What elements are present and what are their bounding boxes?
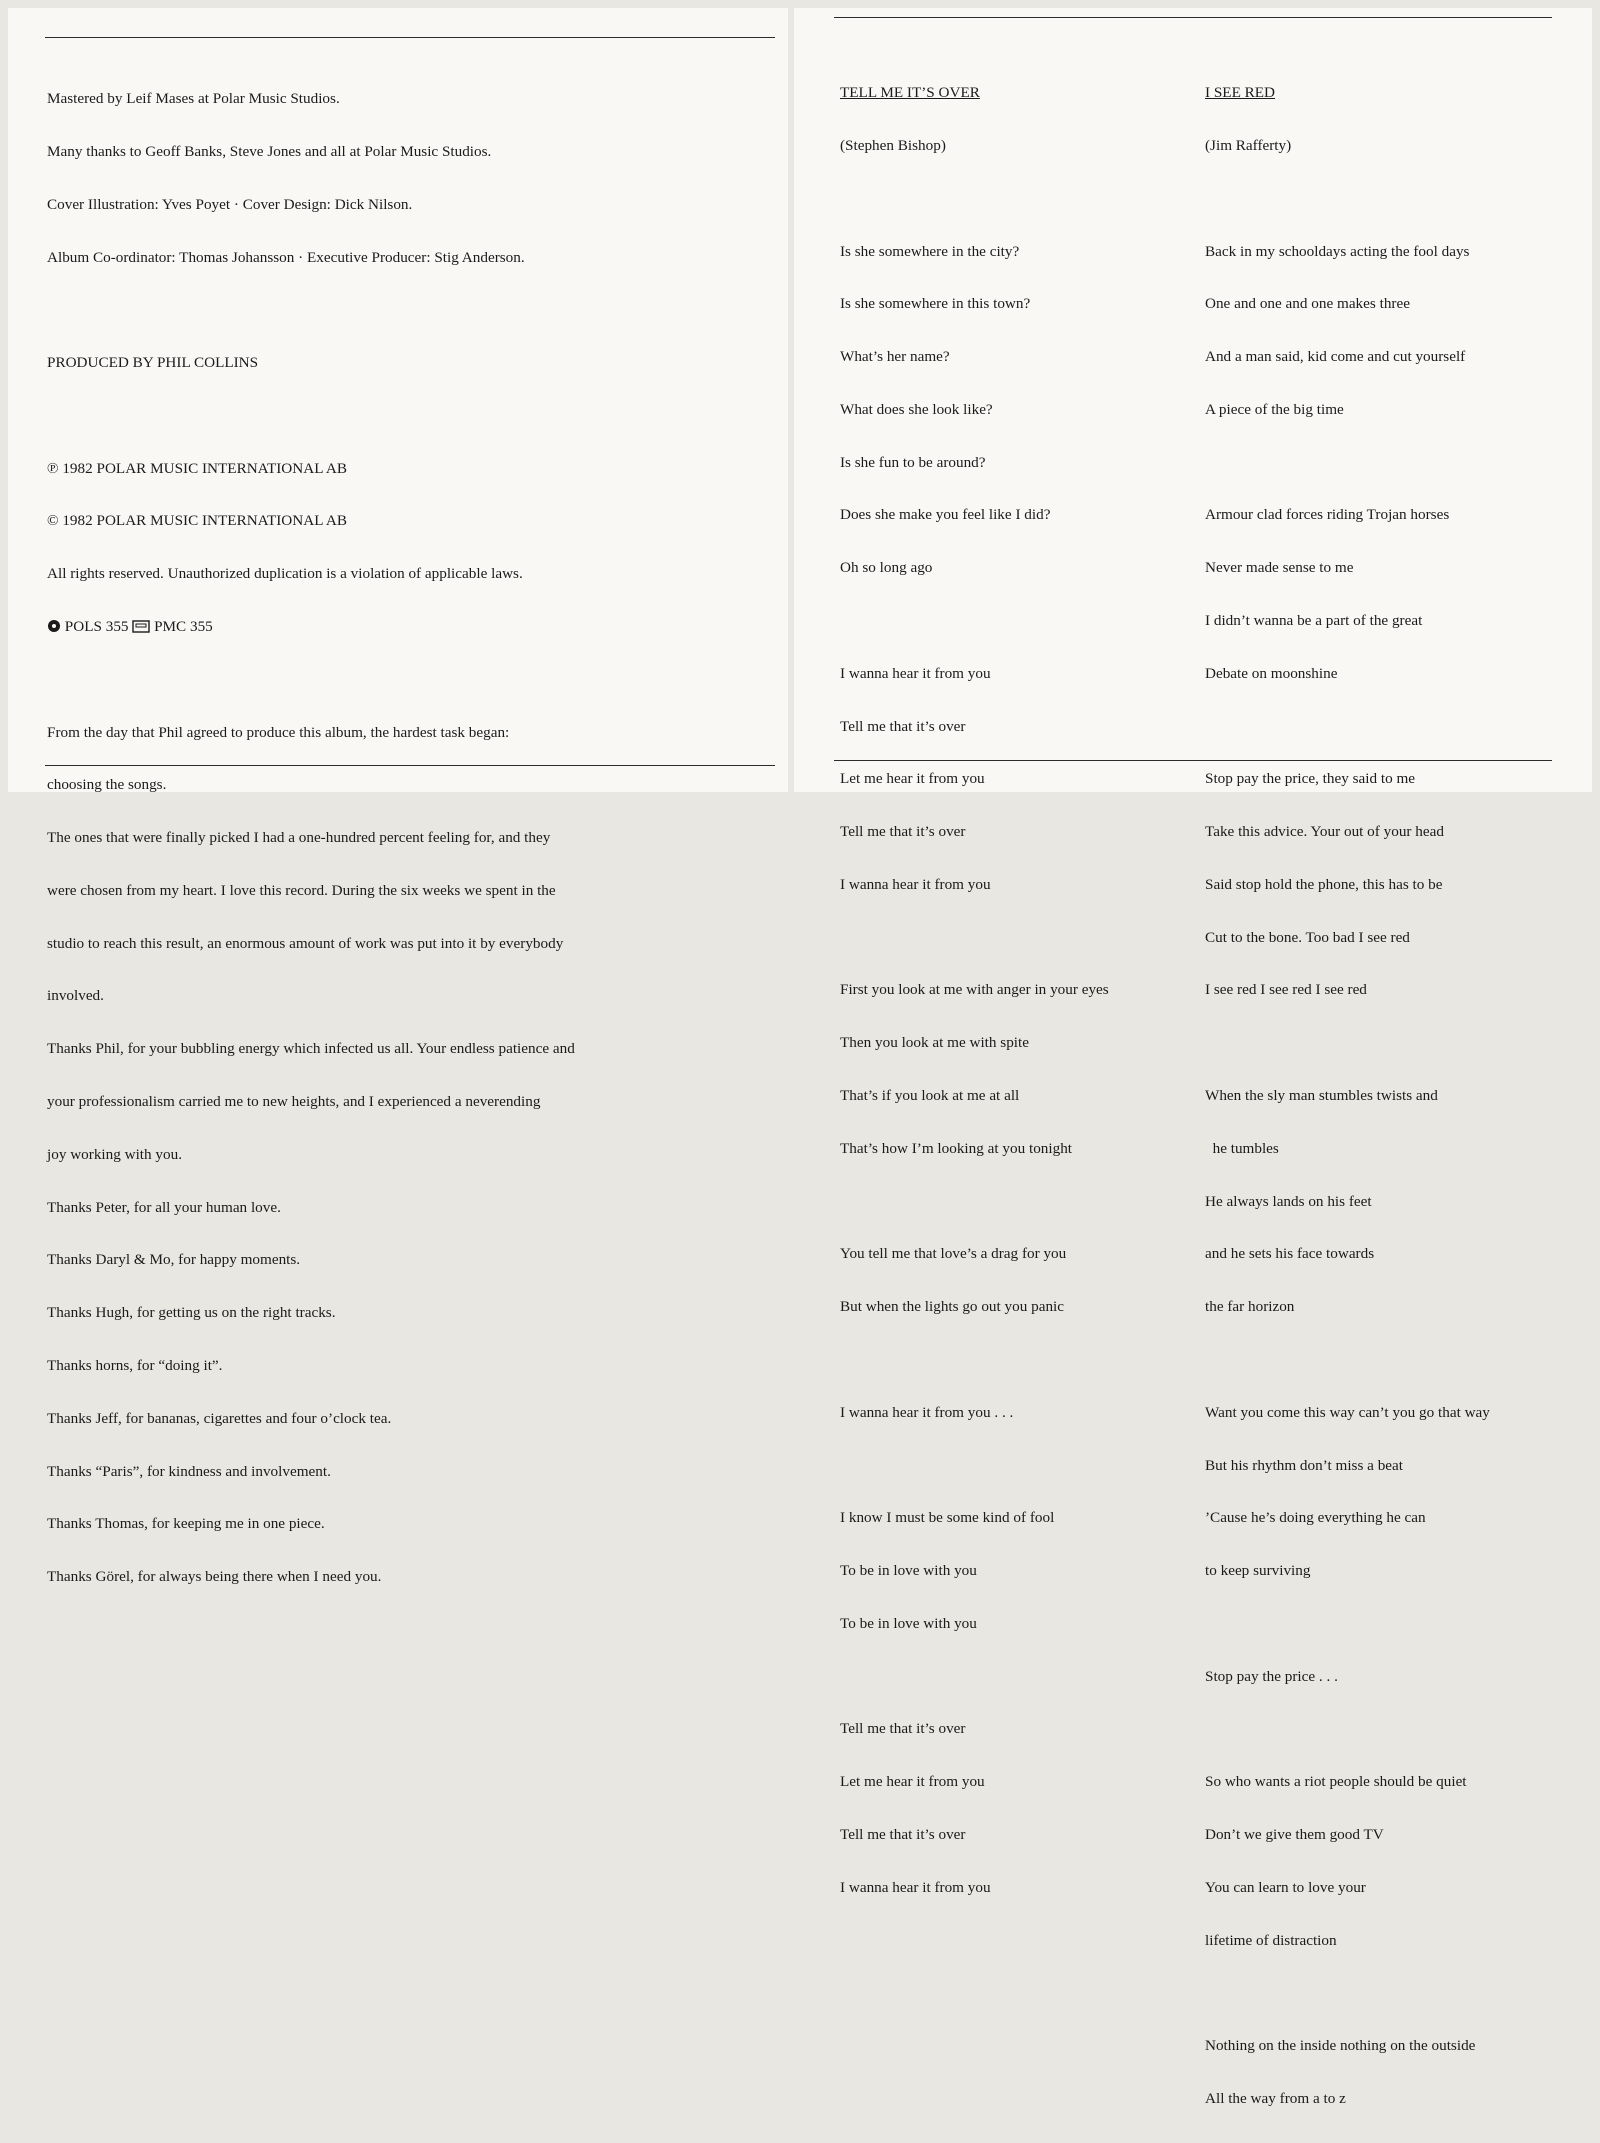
- note-line: Thanks “Paris”, for kindness and involvement.: [47, 1462, 331, 1480]
- lyric-line: Is she somewhere in the city?: [840, 242, 1020, 260]
- lyric-line: You tell me that love’s a drag for you: [840, 1245, 1067, 1263]
- lyric-line: I wanna hear it from you: [840, 664, 991, 682]
- lyric-line: Is she fun to be around?: [840, 453, 986, 471]
- lyric-line: But when the lights go out you panic: [840, 1298, 1064, 1316]
- lyric-line: Then you look at me with spite: [840, 1034, 1029, 1052]
- lyric-line: Never made sense to me: [1205, 559, 1354, 577]
- lyric-line: All the way from a to z: [1205, 2089, 1346, 2107]
- lyric-line: Nothing on the inside nothing on the outside: [1205, 2037, 1476, 2055]
- cassette-icon: [132, 620, 150, 633]
- lyric-line: Let me hear it from you: [840, 1773, 985, 1791]
- note-line: Thanks Jeff, for bananas, cigarettes and four o’clock tea.: [47, 1409, 392, 1427]
- lyric-line: To be in love with you: [840, 1562, 977, 1580]
- note-line: choosing the songs.: [47, 776, 167, 794]
- top-rule: [834, 17, 1552, 18]
- lyric-line: Armour clad forces riding Trojan horses: [1205, 506, 1450, 524]
- lyric-line: Back in my schooldays acting the fool days: [1205, 242, 1470, 260]
- credit-line: Album Co-ordinator: Thomas Johansson · Executive Producer: Stig Anderson.: [47, 248, 525, 266]
- note-line: Thanks horns, for “doing it”.: [47, 1356, 223, 1374]
- lyric-line: That’s how I’m looking at you tonight: [840, 1139, 1073, 1157]
- lyric-line: Take this advice. Your out of your head: [1205, 823, 1444, 841]
- note-line: The ones that were finally picked I had a one-hundred percent feeling for, and they: [47, 829, 551, 847]
- lyric-line: I know I must be some kind of fool: [840, 1509, 1055, 1527]
- top-rule: [45, 37, 775, 38]
- bottom-rule: [834, 760, 1552, 761]
- lyric-line: I see red I see red I see red: [1205, 981, 1367, 999]
- lyric-line: Cut to the bone. Too bad I see red: [1205, 928, 1410, 946]
- lyric-line: Is she somewhere in this town?: [840, 295, 1031, 313]
- lyric-line: A piece of the big time: [1205, 400, 1344, 418]
- lyric-line: First you look at me with anger in your eyes: [840, 981, 1109, 999]
- lyric-line: What’s her name?: [840, 348, 950, 366]
- note-line: your professionalism carried me to new heights, and I experienced a neverending: [47, 1093, 541, 1111]
- note-line: were chosen from my heart. I love this record. During the six weeks we spent in the: [47, 881, 556, 899]
- lyric-line: What does she look like?: [840, 400, 993, 418]
- lyric-line: he tumbles: [1205, 1139, 1279, 1157]
- copyright-line: © 1982 POLAR MUSIC INTERNATIONAL AB: [47, 512, 347, 530]
- note-line: Thanks Phil, for your bubbling energy which infected us all. Your endless patience and: [47, 1040, 575, 1058]
- lyric-line: Said stop hold the phone, this has to be: [1205, 875, 1443, 893]
- lyric-line: Tell me that it’s over: [840, 1825, 966, 1843]
- lyric-line: Tell me that it’s over: [840, 1720, 966, 1738]
- lyric-line: Don’t we give them good TV: [1205, 1825, 1384, 1843]
- catalog-mc: PMC 355: [154, 618, 213, 635]
- lyric-line: I didn’t wanna be a part of the great: [1205, 612, 1423, 629]
- note-line: studio to reach this result, an enormous amount of work was put into it by everybody: [47, 934, 564, 952]
- lyric-line: But his rhythm don’t miss a beat: [1205, 1456, 1403, 1474]
- copyright-line: ℗ 1982 POLAR MUSIC INTERNATIONAL AB: [47, 459, 347, 477]
- lyric-line: to keep surviving: [1205, 1562, 1311, 1580]
- note-line: Thanks Görel, for always being there when I need you.: [47, 1568, 382, 1586]
- lyric-line: I wanna hear it from you: [840, 1878, 991, 1896]
- note-line: Thanks Daryl & Mo, for happy moments.: [47, 1251, 301, 1269]
- lyric-line: Let me hear it from you: [840, 770, 985, 788]
- lyrics-tell-me-its-over: [840, 49, 1109, 1932]
- credit-line: Many thanks to Geoff Banks, Steve Jones and all at Polar Music Studios.: [47, 142, 492, 160]
- lyric-line: ’Cause he’s doing everything he can: [1205, 1509, 1426, 1527]
- lyric-line: Tell me that it’s over: [840, 823, 966, 841]
- lyric-line: and he sets his face towards: [1205, 1245, 1375, 1263]
- note-line: From the day that Phil agreed to produce this album, the hardest task began:: [47, 723, 510, 741]
- lyric-line: Does she make you feel like I did?: [840, 506, 1051, 524]
- lyric-line: And a man said, kid come and cut yourself: [1205, 348, 1466, 366]
- lyric-line: the far horizon: [1205, 1298, 1295, 1316]
- note-line: Thanks Peter, for all your human love.: [47, 1198, 281, 1216]
- lyric-line: So who wants a riot people should be quiet: [1205, 1773, 1467, 1791]
- lyric-line: That’s if you look at me at all: [840, 1087, 1020, 1105]
- lyric-line: I wanna hear it from you . . .: [840, 1403, 1014, 1421]
- note-line: Thanks Thomas, for keeping me in one piece.: [47, 1515, 325, 1533]
- left-text: [47, 55, 575, 1621]
- lyric-line: I wanna hear it from you: [840, 875, 991, 893]
- lyric-line: Stop pay the price . . .: [1205, 1667, 1338, 1685]
- song-title: TELL ME IT’S OVER: [840, 84, 980, 102]
- lyric-line: Stop pay the price, they said to me: [1205, 770, 1416, 788]
- lyric-line: Oh so long ago: [840, 559, 933, 577]
- right-page: [794, 8, 1592, 2107]
- credit-line: Mastered by Leif Mases at Polar Music Studios.: [47, 90, 340, 108]
- note-line: Thanks Hugh, for getting us on the right tracks.: [47, 1304, 336, 1322]
- song-title: I SEE RED: [1205, 84, 1276, 102]
- lyric-line: When the sly man stumbles twists and: [1205, 1087, 1438, 1105]
- catalog-numbers: [47, 618, 575, 636]
- lyric-line: Want you come this way can’t you go that way: [1205, 1403, 1490, 1421]
- lyric-line: One and one and one makes three: [1205, 295, 1410, 313]
- note-line: involved.: [47, 987, 104, 1005]
- lyrics-i-see-red: [1205, 49, 1490, 2143]
- note-line: joy working with you.: [47, 1145, 182, 1163]
- song-writer: (Stephen Bishop): [840, 136, 946, 154]
- lyric-line: He always lands on his feet: [1205, 1192, 1372, 1210]
- catalog-cd: POLS 355: [64, 618, 129, 635]
- lyric-line: You can learn to love your: [1205, 1878, 1366, 1896]
- song-writer: (Jim Rafferty): [1205, 136, 1292, 154]
- credit-line: Cover Illustration: Yves Poyet · Cover Design: Dick Nilson.: [47, 195, 413, 213]
- lyric-line: To be in love with you: [840, 1614, 977, 1632]
- left-page: [8, 8, 788, 1586]
- lyric-line: lifetime of distraction: [1205, 1931, 1337, 1949]
- bottom-rule: [45, 765, 775, 766]
- lyric-line: Tell me that it’s over: [840, 717, 966, 735]
- produced-by: PRODUCED BY PHIL COLLINS: [47, 354, 259, 372]
- rights-line: All rights reserved. Unauthorized duplication is a violation of applicable laws.: [47, 565, 523, 583]
- disc-icon: [47, 619, 61, 633]
- lyric-line: Debate on moonshine: [1205, 664, 1338, 682]
